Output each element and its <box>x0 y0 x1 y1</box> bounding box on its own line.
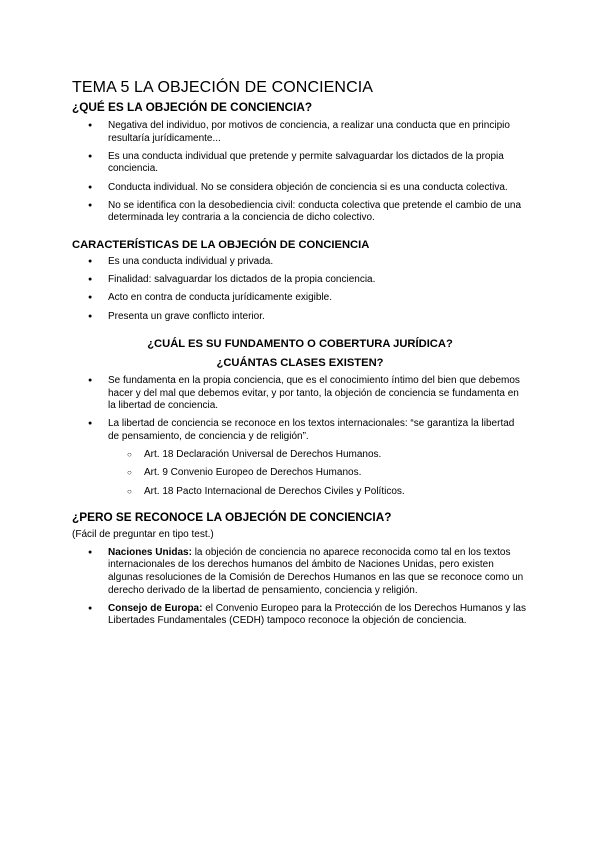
sub-list-item: ○ Art. 18 Declaración Universal de Derechos Humanos. <box>72 449 528 462</box>
section-heading-caracteristicas: CARACTERÍSTICAS DE LA OBJECIÓN DE CONCIENCIA <box>72 238 370 251</box>
section-heading-reconoce: ¿PERO SE RECONOCE LA OBJECIÓN DE CONCIENCIA? <box>72 510 392 525</box>
list-item: ● Finalidad: salvaguardar los dictados de la propia conciencia. <box>72 274 528 287</box>
list-item: ● La libertad de conciencia se reconoce en los textos internacionales: “se garantiza la libertad de pensamiento, de conciencia y de religión”. <box>72 418 528 443</box>
section-heading-fundamento: ¿CUÁL ES SU FUNDAMENTO O COBERTURA JURÍDICA? <box>147 338 453 351</box>
document-page <box>72 78 528 634</box>
sub-list-item: ○ Art. 18 Pacto Internacional de Derechos Civiles y Políticos. <box>72 486 528 499</box>
list-item: ● Se fundamenta en la propia conciencia, que es el conocimiento íntimo del bien que debemos hacer y del mal que debemos evitar, y por tanto, la objeción de conciencia se fundamenta en la libertad de conciencia. <box>72 375 528 413</box>
list-item: ● No se identifica con la desobediencia civil: conducta colectiva que pretende el cambio de una determinada ley contraria a la conciencia de dicho colectivo. <box>72 200 528 225</box>
list-item: ● Conducta individual. No se considera objeción de conciencia si es una conducta colectiva. <box>72 182 528 195</box>
list-item-naciones-unidas <box>72 547 528 597</box>
section-heading-que-es: ¿QUÉ ES LA OBJECIÓN DE CONCIENCIA? <box>72 100 313 114</box>
list-reconoce <box>72 547 528 628</box>
list-item-consejo-europa <box>72 603 528 628</box>
test-note: (Fácil de preguntar en tipo test.) <box>72 529 214 541</box>
item-label: Naciones Unidas: <box>108 546 192 558</box>
list-caracteristicas <box>72 256 528 323</box>
page-title: TEMA 5 LA OBJECIÓN DE CONCIENCIA <box>72 79 374 96</box>
sub-list-item: ○ Art. 9 Convenio Europeo de Derechos Humanos. <box>72 467 528 480</box>
item-label: Consejo de Europa: <box>108 602 203 614</box>
list-item: ● Es una conducta individual que pretende y permite salvaguardar los dictados de la propia conciencia. <box>72 151 528 176</box>
list-fundamento <box>72 375 528 498</box>
section-heading-clases: ¿CUÁNTAS CLASES EXISTEN? <box>216 357 384 370</box>
list-item: ● Acto en contra de conducta jurídicamente exigible. <box>72 292 528 305</box>
list-item: ● Es una conducta individual y privada. <box>72 256 528 269</box>
list-item: ● Presenta un grave conflicto interior. <box>72 311 528 324</box>
item-text: la objeción de conciencia no aparece reconocida como tal en los textos internacionales de los derechos humanos del ámbito de Naciones Unidas, pero existen algunas resoluciones de la Comisión de Derechos Humanos en las que se reconoce como un derecho derivado de la libertad de pensamiento, conciencia y religión. <box>108 546 524 596</box>
list-item: ● Negativa del individuo, por motivos de conciencia, a realizar una conducta que en principio resultaría jurídicamente... <box>72 120 528 145</box>
item-text: el Convenio Europeo para la Protección de los Derechos Humanos y las Libertades Fundamentales (CEDH) tampoco reconoce la objeción de conciencia. <box>108 602 526 627</box>
list-que-es <box>72 120 528 225</box>
